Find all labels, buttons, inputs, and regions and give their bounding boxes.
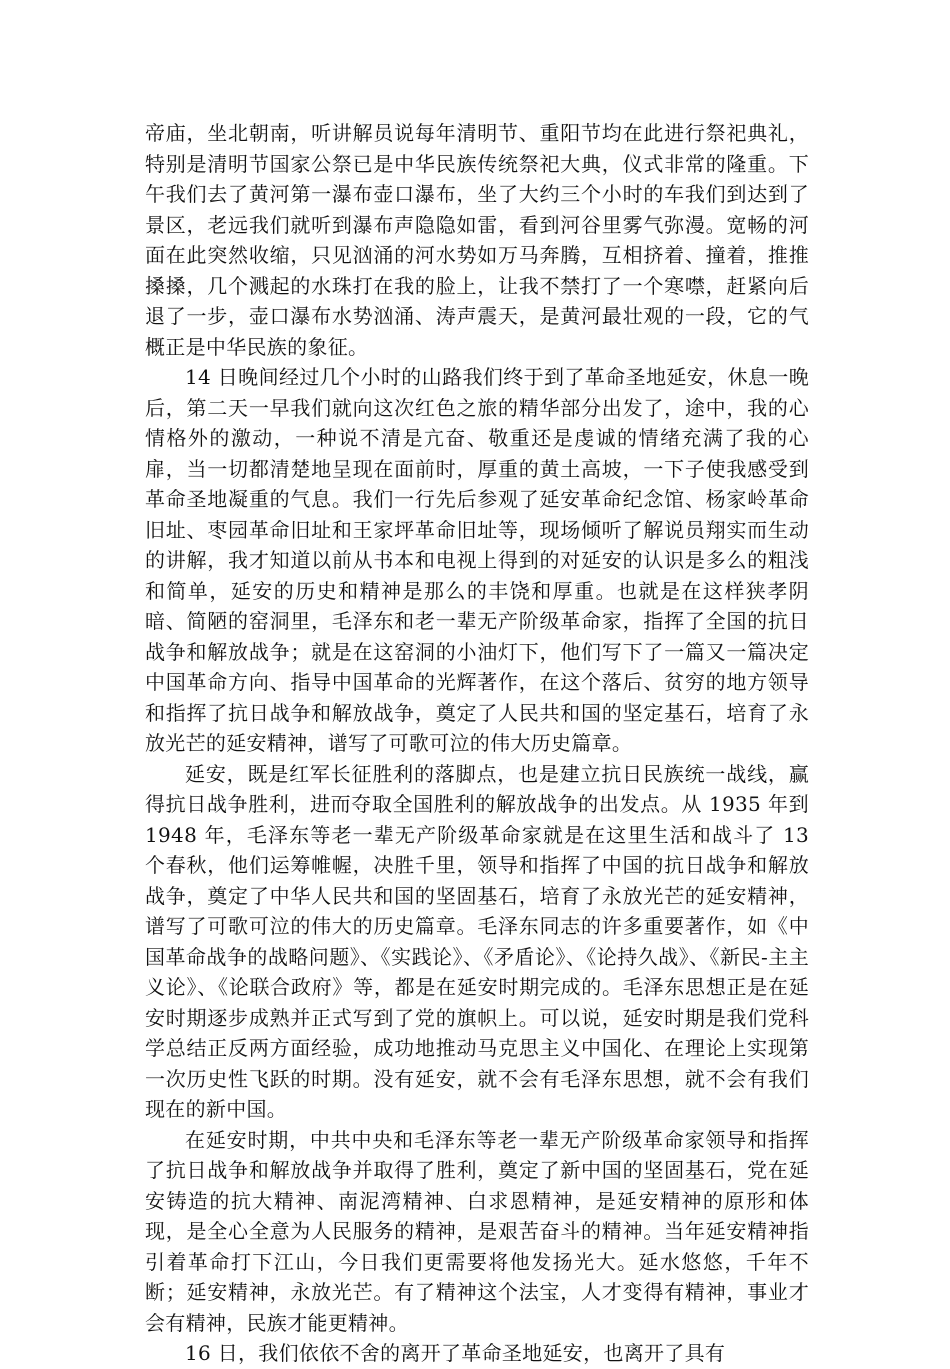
paragraph-2: 14 日晚间经过几个小时的山路我们终于到了革命圣地延安，休息一晚后，第二天一早我们就向这次红色之旅的精华部分出发了，途中，我的心情格外的激动，一种说不清是亢奋、敬重还是虔诚的情绪充满了我的心扉，当一切都清楚地呈现在面前时，厚重的黄土高坡，一下子使我感受到革命圣地凝重的气息。我们一行先后参观了延安革命纪念馆、杨家岭革命旧址、枣园革命旧址和王家坪革命旧址等，现场倾听了解说员翔实而生动的讲解，我才知道以前从书本和电视上得到的对延安的认识是多么的粗浅和简单，延安的历史和精神是那么的丰饶和厚重。也就是在这样狭孝阴暗、简陋的窑洞里，毛泽东和老一辈无产阶级革命家，指挥了全国的抗日战争和解放战争；就是在这窑洞的小油灯下，他们写下了一篇又一篇决定中国革命方向、指导中国革命的光辉著作，在这个落后、贫穷的地方领导和指挥了抗日战争和解放战争，奠定了人民共和国的坚定基石，培育了永放光芒的延安精神，谱写了可歌可泣的伟大历史篇章。 [145,365,809,755]
paragraph-4: 在延安时期，中共中央和毛泽东等老一辈无产阶级革命家领导和指挥了抗日战争和解放战争并取得了胜利，奠定了新中国的坚固基石，党在延安铸造的抗大精神、南泥湾精神、白求恩精神，是延安精神的原形和体现，是全心全意为人民服务的精神，是艰苦奋斗的精神。当年延安精神指引着革命打下江山，今日我们更需要将他发扬光大。延水悠悠，千年不断；延安精神，永放光芒。有了精神这个法宝，人才变得有精神，事业才会有精神，民族才能更精神。 [145,1127,809,1335]
document-body [145,118,809,1369]
paragraph-3: 延安，既是红军长征胜利的落脚点，也是建立抗日民族统一战线，赢得抗日战争胜利，进而夺取全国胜利的解放战争的出发点。从 1935 年到 1948 年，毛泽东等老一辈无产阶级革命家就是在这里生活和战斗了 13 个春秋，他们运筹帷幄，决胜千里，领导和指挥了中国的抗日战争和解放战争，奠定了中华人民共和国的坚固基石，培育了永放光芒的延安精神，谱写了可歌可泣的伟大的历史篇章。毛泽东同志的许多重要著作，如《中国革命战争的战略问题》、《实践论》、《矛盾论》、《论持久战》、《新民-主主义论》、《论联合政府》等，都是在延安时期完成的。毛泽东思想正是在延安时期逐步成熟并正式写到了党的旗帜上。可以说，延安时期是我们党科学总结正反两方面经验，成功地推动马克思主义中国化、在理论上实现第一次历史性飞跃的时期。没有延安，就不会有毛泽东思想，就不会有我们现在的新中国。 [145,761,809,1121]
paragraph-5: 16 日，我们依依不舍的离开了革命圣地延安，也离开了具有 [185,1341,726,1365]
paragraph-1: 帝庙，坐北朝南，听讲解员说每年清明节、重阳节均在此进行祭祀典礼，特别是清明节国家公祭已是中华民族传统祭祀大典，仪式非常的隆重。下午我们去了黄河第一瀑布壶口瀑布，坐了大约三个小时的车我们到达到了景区，老远我们就听到瀑布声隐隐如雷，看到河谷里雾气弥漫。宽畅的河面在此突然收缩，只见汹涌的河水势如万马奔腾，互相挤着、撞着，推推搡搡，几个溅起的水珠打在我的脸上，让我不禁打了一个寒噤，赶紧向后退了一步，壶口瀑布水势汹涌、涛声震天，是黄河最壮观的一段，它的气概正是中华民族的象征。 [145,121,809,359]
